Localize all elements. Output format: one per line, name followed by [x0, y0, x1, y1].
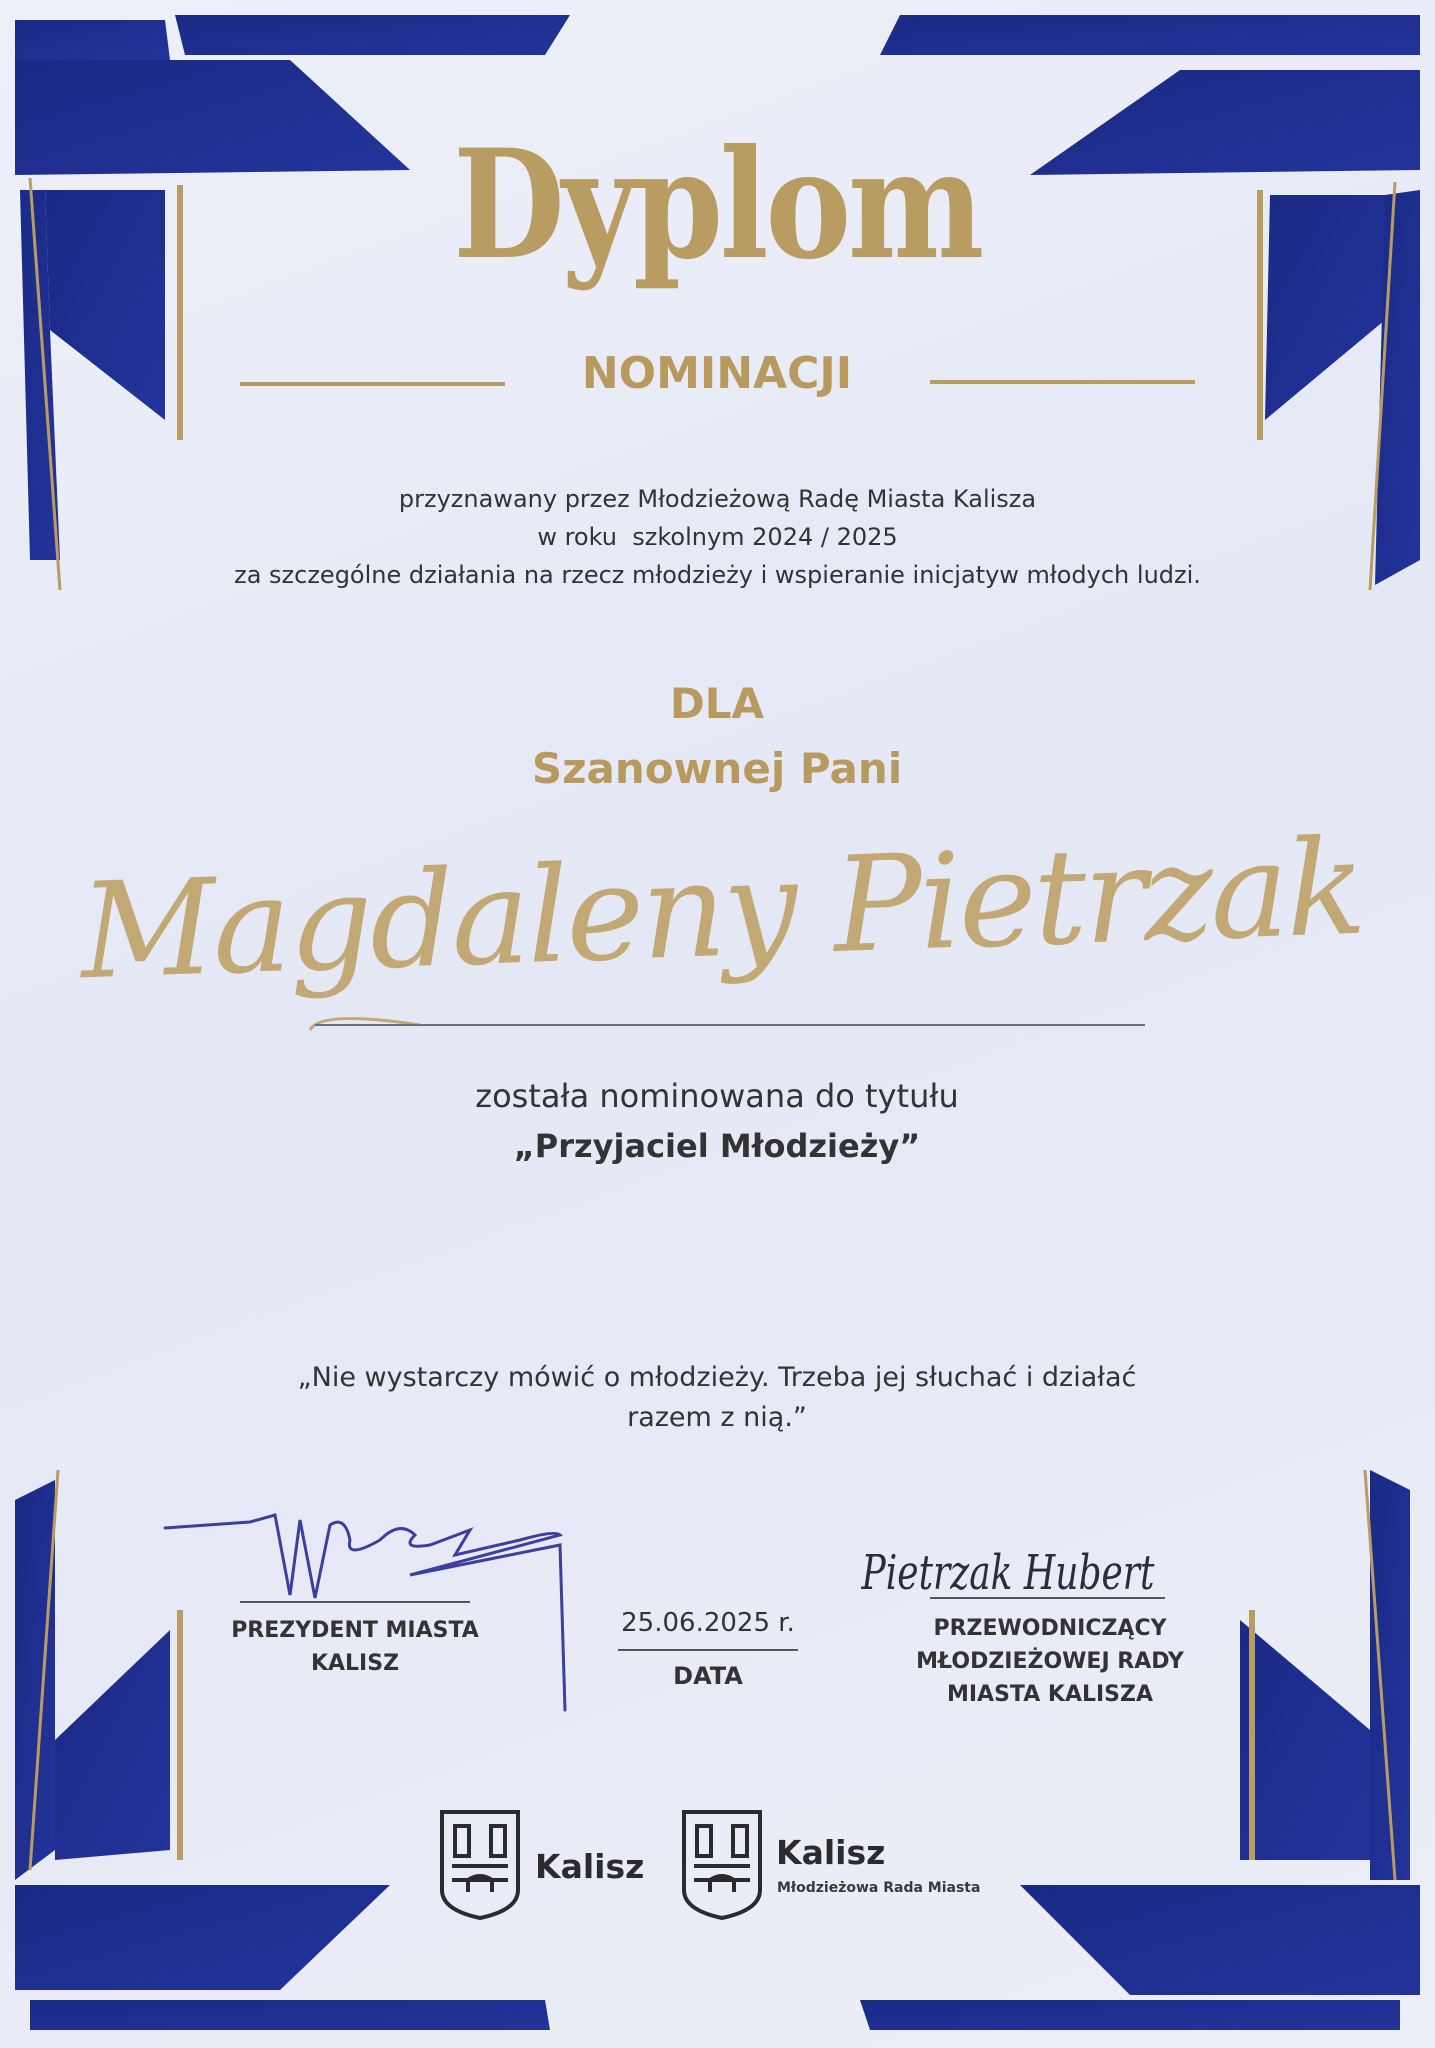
president-role	[205, 1614, 505, 1680]
city-crest-icon	[442, 1812, 518, 1918]
nomination-text: została nominowana do tytułu	[475, 1077, 959, 1115]
intro-line: przyznawany przez Młodzieżową Radę Miasta Kalisza	[398, 485, 1037, 513]
role-line: MIASTA KALISZA	[946, 1682, 1154, 1707]
date-value: 25.06.2025 r.	[621, 1608, 795, 1638]
intro-line: za szczególne działania na rzecz młodzieży i wspieranie inicjatyw młodych ludzi.	[234, 561, 1201, 589]
svg-text:Pietrzak Hubert: Pietrzak Hubert	[861, 1545, 1155, 1602]
city-logo-text: Kalisz	[535, 1847, 645, 1886]
president-signature	[165, 1515, 565, 1710]
role-line: MŁODZIEŻOWEJ RADY	[916, 1649, 1184, 1674]
role-line: PREZYDENT MIASTA	[231, 1618, 479, 1643]
intro-line: w roku szkolnym 2024 / 2025	[537, 523, 898, 551]
role-line: PRZEWODNICZĄCY	[933, 1616, 1167, 1641]
quote-line: razem z nią.”	[627, 1402, 807, 1433]
for-label: DLA	[669, 679, 765, 728]
role-line: KALISZ	[310, 1651, 400, 1676]
intro-text	[100, 480, 1335, 594]
award-title: „Przyjaciel Młodzieży”	[513, 1127, 921, 1165]
council-crest-icon	[684, 1812, 760, 1918]
diploma-title: Dyplom	[453, 117, 981, 293]
chairman-signature	[861, 1546, 1156, 1601]
diploma-subtitle: NOMINACJI	[581, 348, 853, 399]
svg-text:Magdaleny Pietrzak: Magdaleny Pietrzak	[77, 810, 1366, 1010]
quote-line: „Nie wystarczy mówić o młodzieży. Trzeba jej słuchać i działać	[297, 1362, 1137, 1393]
chairman-role	[880, 1612, 1220, 1711]
council-logo-text: Kalisz	[776, 1833, 886, 1872]
council-logo-subtext: Młodzieżowa Rada Miasta	[777, 1880, 981, 1896]
date-label: DATA	[673, 1662, 743, 1690]
recipient-name-handwriting	[76, 811, 1366, 1030]
salutation: Szanownej Pani	[531, 744, 903, 793]
quote	[217, 1358, 1217, 1438]
